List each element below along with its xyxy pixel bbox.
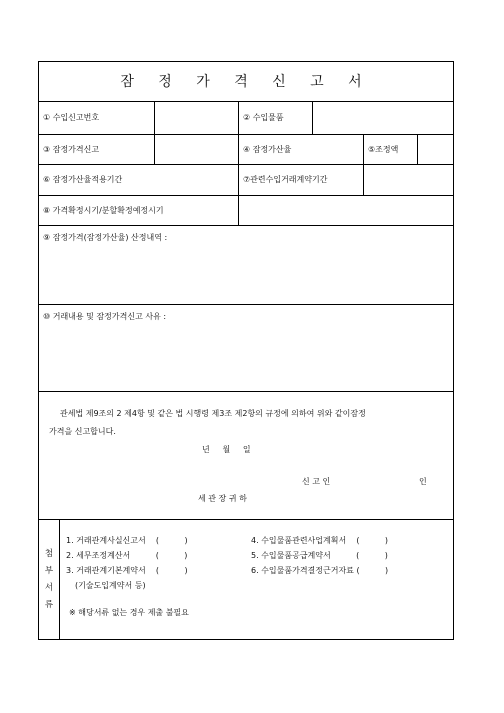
addressee: 세 관 장 귀 하: [198, 494, 247, 503]
attach-char-3: 서: [44, 582, 54, 593]
attachment-item-5: 5. 수입물품공급계약서 ( ): [251, 551, 388, 560]
attachment-item-4: 4. 수입물품관련사업계획서 ( ): [251, 536, 389, 545]
label-adjustment-amount: ⑤조정액: [364, 135, 418, 164]
form-title: 잠 정 가 격 신 고 서: [120, 74, 372, 90]
value-price-confirmation-time[interactable]: [239, 196, 453, 225]
attachment-item-3: 3. 거래관계기본계약서 ( ): [66, 566, 188, 575]
label-import-goods: ② 수입물품: [239, 102, 313, 134]
label-import-declaration-number: ① 수입신고번호: [39, 102, 155, 134]
attachment-item-3-note: (기술도입계약서 등): [75, 581, 146, 590]
declaration-section: [39, 392, 453, 520]
value-adjustment-amount[interactable]: [418, 135, 453, 164]
attach-char-2: 부: [44, 565, 54, 576]
label-transaction-reason[interactable]: ⑩ 거래내용 및 잠정가격신고 사유 :: [43, 312, 167, 321]
attachment-note: ※ 해당서류 없는 경우 제출 불필요: [69, 608, 189, 617]
attachment-item-6: 6. 수입물품가격결정근거자료 ( ): [251, 566, 389, 575]
label-provisional-addition-rate: ④ 잠정가산율: [239, 135, 364, 164]
value-provisional-price-declaration[interactable]: [155, 135, 239, 164]
value-contract-period[interactable]: [364, 165, 453, 195]
attach-char-4: 류: [44, 599, 54, 610]
label-price-confirmation-time: ⑧ 가격확정시기/분할확정예정시기: [39, 196, 239, 225]
seal-mark: 인: [419, 477, 427, 486]
declaration-date: 년 월 일: [202, 445, 251, 454]
declaration-text-line2: 가격을 신고합니다.: [49, 427, 116, 436]
value-import-declaration-number[interactable]: [155, 102, 239, 134]
row-import-number: [39, 102, 453, 135]
value-import-goods[interactable]: [313, 102, 453, 134]
row-confirmation-time: [39, 196, 453, 226]
title-row: [39, 62, 453, 102]
declaration-text-line1: 관세법 제9조의 2 제4항 및 같은 법 시행령 제3조 제2항의 규정에 의하여 위와 같이잠정: [60, 409, 366, 418]
attachments-label: [39, 520, 60, 639]
row-application-period: [39, 165, 453, 196]
label-rate-application-period: ⑥ 잠정가산율적용기간: [39, 165, 239, 195]
attachments-section: [39, 520, 453, 639]
label-provisional-price-declaration: ③ 잠정가격신고: [39, 135, 155, 164]
label-contract-period: ⑦관련수입거래계약기간: [239, 165, 364, 195]
attach-char-1: 첨: [44, 548, 54, 559]
attachment-item-2: 2. 세무조정계산서 ( ): [66, 551, 188, 560]
attachment-item-1: 1. 거래관계사실신고서 ( ): [66, 536, 188, 545]
label-calculation-details[interactable]: ⑨ 잠정가격(잠정가산율) 산정내역 :: [43, 233, 168, 242]
row-provisional-price: [39, 135, 453, 165]
declarant-label: 신 고 인: [302, 477, 331, 486]
price-declaration-form: [38, 61, 454, 640]
row-calculation-details: [39, 226, 453, 305]
row-transaction-reason: [39, 305, 453, 392]
